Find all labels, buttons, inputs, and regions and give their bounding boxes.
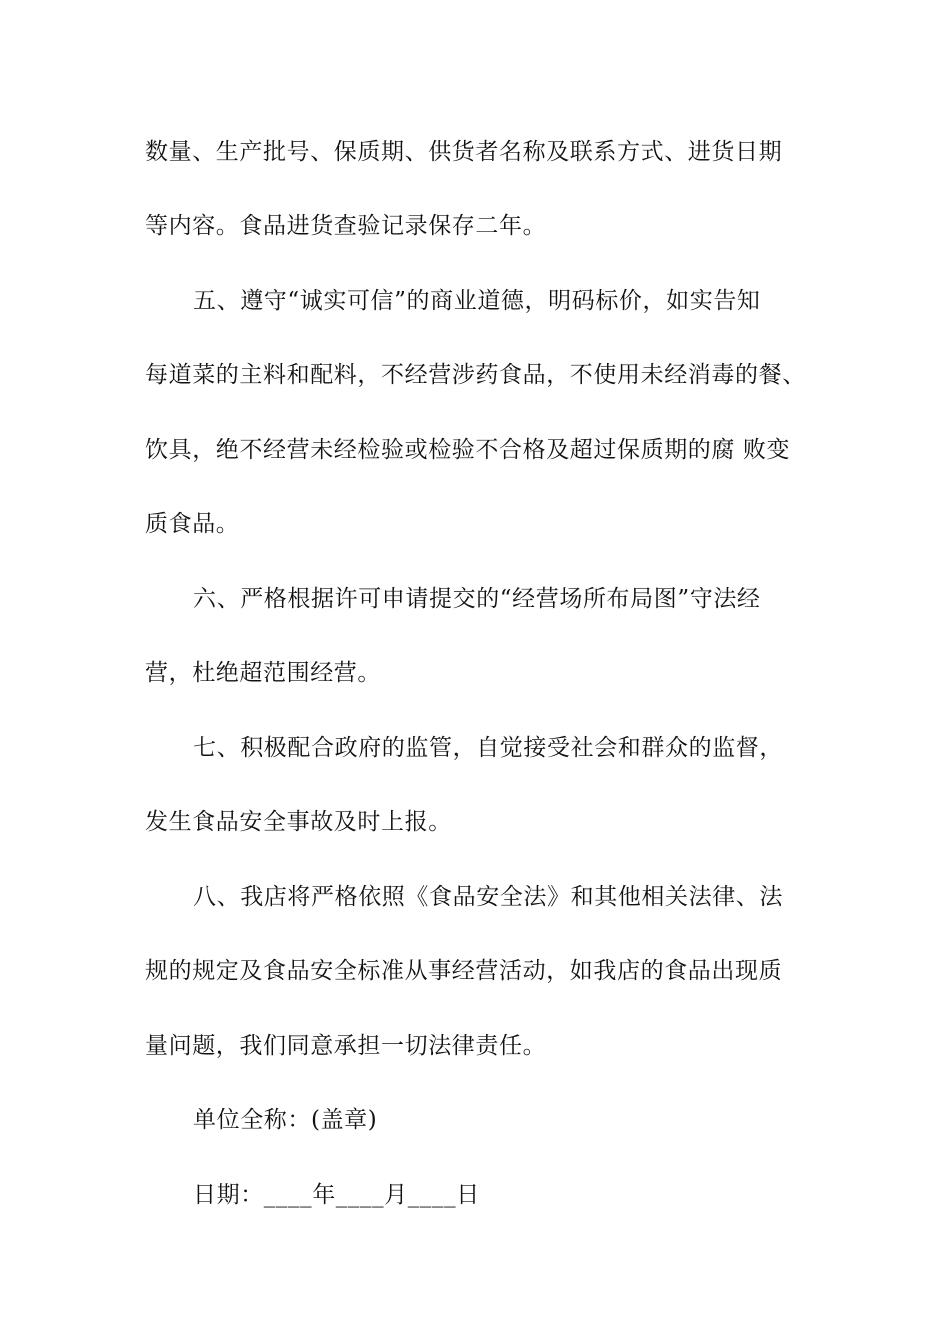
paragraph-line: 每道菜的主料和配料，不经营涉药食品，不使用未经消毒的餐、 bbox=[145, 362, 806, 388]
paragraph-line: 营，杜绝超范围经营。 bbox=[145, 660, 381, 686]
paragraph-line: 八、我店将严格依照《食品安全法》和其他相关法律、法 bbox=[193, 884, 783, 910]
paragraph-line: 发生食品安全事故及时上报。 bbox=[145, 809, 452, 835]
unit-name-label: 单位全称：(盖章) bbox=[193, 1107, 378, 1133]
paragraph-line: 量问题，我们同意承担一切法律责任。 bbox=[145, 1033, 547, 1059]
paragraph-line: 七、积极配合政府的监管，自觉接受社会和群众的监督， bbox=[193, 735, 783, 761]
paragraph-line: 质食品。 bbox=[145, 511, 240, 537]
paragraph-line: 规的规定及食品安全标准从事经营活动，如我店的食品出现质 bbox=[145, 958, 783, 984]
paragraph-line: 等内容。食品进货查验记录保存二年。 bbox=[145, 213, 547, 239]
paragraph-line: 五、遵守“诚实可信”的商业道德，明码标价，如实告知 bbox=[193, 288, 761, 314]
paragraph-line: 六、严格根据许可申请提交的“经营场所布局图”守法经 bbox=[193, 586, 761, 612]
paragraph-line: 饮具，绝不经营未经检验或检验不合格及超过保质期的腐 败变 bbox=[145, 437, 791, 463]
date-label: 日期：____年____月____日 bbox=[193, 1182, 480, 1208]
paragraph-line: 数量、生产批号、保质期、供货者名称及联系方式、进货日期 bbox=[145, 139, 783, 165]
